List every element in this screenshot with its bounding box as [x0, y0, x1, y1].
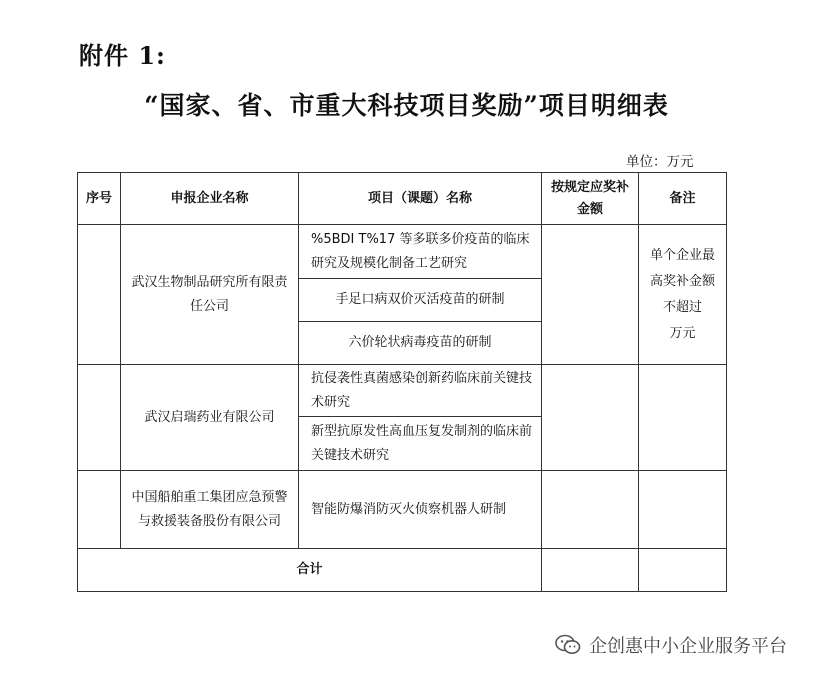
project-cell: %5BDI T%17 等多联多价疫苗的临床研究及规模化制备工艺研究 — [299, 225, 542, 279]
header-project: 项目（课题）名称 — [299, 173, 542, 225]
watermark — [555, 632, 787, 658]
header-seq: 序号 — [78, 173, 121, 225]
project-cell: 新型抗原发性高血压复发制剂的临床前关键技术研究 — [299, 417, 542, 471]
table-total-row — [78, 549, 727, 592]
seq-cell — [78, 225, 121, 365]
company-cell: 武汉启瑞药业有限公司 — [121, 365, 299, 471]
watermark-text: 企创惠中小企业服务平台 — [589, 636, 787, 657]
project-cell: 抗侵袭性真菌感染创新药临床前关键技术研究 — [299, 365, 542, 417]
header-remark: 备注 — [639, 173, 727, 225]
amount-cell — [542, 471, 639, 549]
header-amount: 按规定应奖补金额 — [542, 173, 639, 225]
header-company: 申报企业名称 — [121, 173, 299, 225]
project-cell: 六价轮状病毒疫苗的研制 — [299, 322, 542, 365]
table-header-row — [78, 173, 727, 225]
document-title: “国家、省、市重大科技项目奖励”项目明细表 — [144, 91, 669, 120]
unit-label: 单位：万元 — [626, 154, 694, 170]
table-row — [78, 225, 727, 279]
total-label: 合计 — [78, 549, 542, 592]
remark-cell — [639, 471, 727, 549]
company-cell: 武汉生物制品研究所有限责任公司 — [121, 225, 299, 365]
remark-cell — [639, 365, 727, 471]
attachment-label: 附件 1: — [79, 41, 166, 70]
wechat-icon — [555, 634, 581, 656]
project-cell: 智能防爆消防灭火侦察机器人研制 — [299, 471, 542, 549]
company-cell: 中国船舶重工集团应急预警与救援装备股份有限公司 — [121, 471, 299, 549]
table-row — [78, 471, 727, 549]
seq-cell — [78, 471, 121, 549]
amount-cell — [542, 225, 639, 365]
table-row — [78, 365, 727, 417]
seq-cell — [78, 365, 121, 471]
amount-cell — [542, 365, 639, 471]
total-amount-cell — [542, 549, 639, 592]
project-detail-table — [77, 172, 727, 592]
project-cell: 手足口病双价灭活疫苗的研制 — [299, 279, 542, 322]
remark-cell: 单个企业最高奖补金额不超过 万元 — [639, 225, 727, 365]
total-remark-cell — [639, 549, 727, 592]
